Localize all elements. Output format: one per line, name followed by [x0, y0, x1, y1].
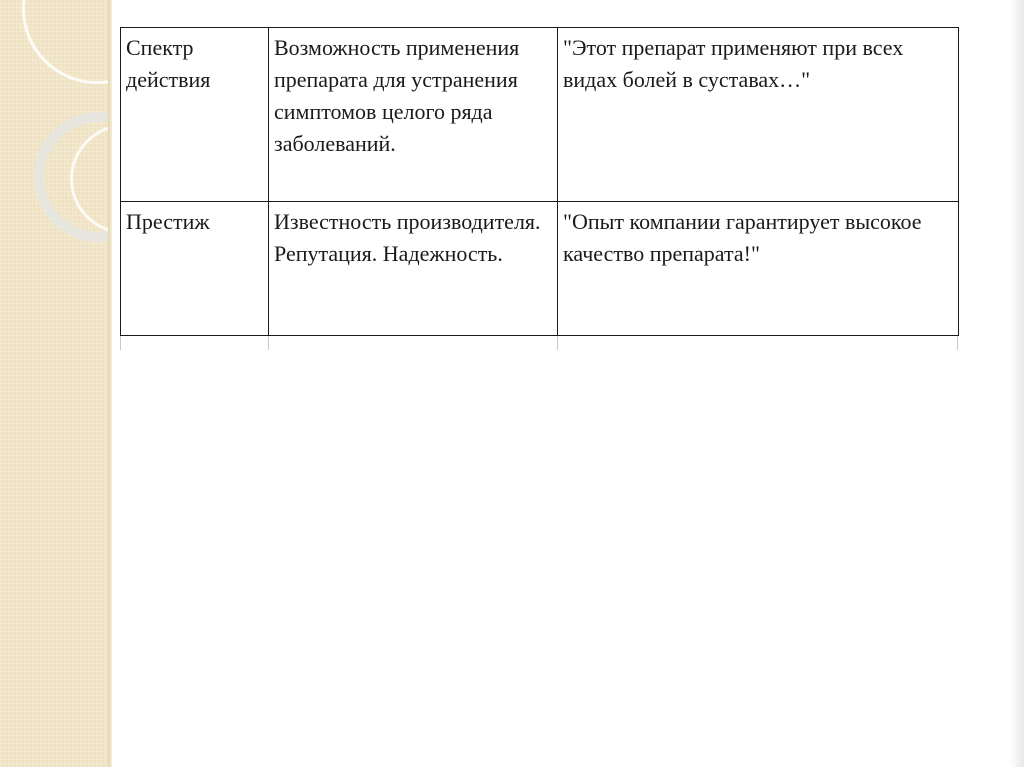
table-cell-description: Возможность применения препарата для устранения симптомов целого ряда заболеваний.	[269, 28, 558, 202]
gridline	[957, 336, 958, 350]
content-table-container	[120, 27, 958, 350]
table-row	[121, 202, 959, 336]
table-cell-category: Спектр действия	[121, 28, 269, 202]
table-row	[121, 28, 959, 202]
content-table	[120, 27, 959, 336]
decorative-side-panel	[0, 0, 110, 767]
gridline	[557, 336, 558, 350]
gridline	[268, 336, 269, 350]
table-tail-gridlines	[120, 336, 958, 350]
table-cell-description: Известность производителя. Репутация. Надежность.	[269, 202, 558, 336]
table-cell-quote: "Этот препарат применяют при всех видах болей в суставах…"	[558, 28, 959, 202]
gridline	[120, 336, 121, 350]
side-panel-edge	[108, 0, 112, 767]
decorative-ring-icon	[22, 0, 110, 84]
right-edge-shadow	[1010, 0, 1024, 767]
table-cell-category: Престиж	[121, 202, 269, 336]
table-cell-quote: "Опыт компании гарантирует высокое качество препарата!"	[558, 202, 959, 336]
